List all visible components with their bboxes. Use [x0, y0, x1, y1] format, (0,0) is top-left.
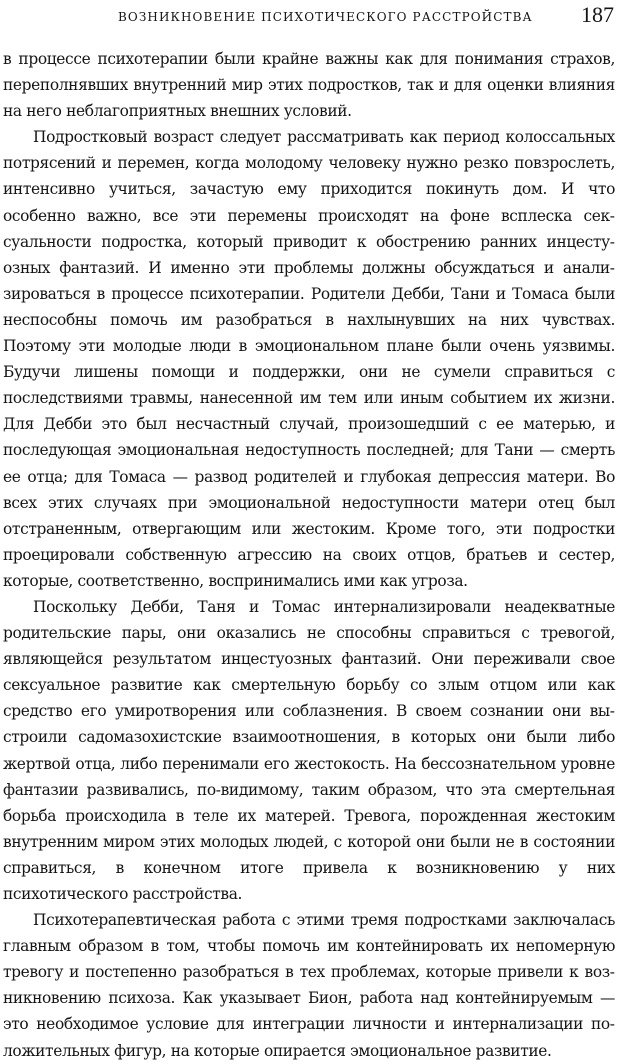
paragraph: Подростковый возраст следует рассматривать как период колоссальных потрясений и перемен, когда молодому человеку нужно резко повзрослеть, интенсивно учиться, зачастую ему приходится покинуть дом. И что особенно важно, все эти перемены происходят на фоне всплеска сексуальности подростка, который приводит к обострению ранних инцестуозных фантазий. И именно эти проблемы должны обсуждаться и анализироваться в процессе психотерапии. Родители Дебби, Тани и Томаса были неспособны помочь им разобраться в нахлынувших на них чувствах. Поэтому эти молодые люди в эмоциональном плане были очень уязвимы. Будучи лишены помощи и поддержки, они не сумели справиться с последствиями травмы, нанесенной им тем или иным событием их жизни. Для Дебби это был несчастный случай, произошедший с ее матерью, и последующая эмоциональная недоступность последней; для Тани — смерть ее отца; для Томаса — развод родителей и глубокая депрессия матери. Во всех этих случаях при эмоциональной недоступности матери отец был отстраненным, отвергающим или жестоким. Кроме того, эти подростки проецировали собственную агрессию на своих отцов, братьев и сестер, которые, соответственно, воспринимались ими как угроза.: [3, 128, 615, 590]
running-header: [0, 0, 620, 36]
running-title: ВОЗНИКНОВЕНИЕ ПСИХОТИЧЕСКОГО РАССТРОЙСТВА: [118, 10, 533, 24]
paragraph: Психотерапевтическая работа с этими тремя подростками заключалась главным образом в том, чтобы помочь им контейнировать их непомерную тревогу и постепенно разобраться в тех проблемах, которые привели к возникновению психоза. Как указывает Бион, работа над контейнируемым — это необходимое условие для интеграции личности и интернализации положительных фигур, на которые опирается эмоциональное развитие.: [3, 911, 615, 1060]
page-number: 187: [581, 2, 614, 27]
paragraph: в процессе психотерапии были крайне важны как для понимания страхов, переполнявших внутренний мир этих подростков, так и для оценки влияния на него неблагоприятных внешних условий.: [3, 50, 615, 121]
paragraph: Поскольку Дебби, Таня и Томас интернализировали неадекватные родительские пары, они оказались не способны справиться с тревогой, являющейся результатом инцестуозных фантазий. Они переживали свое сексуальное развитие как смертельную борьбу со злым отцом или как средство его умиротворения или соблазнения. В своем сознании они выстроили садомазохистские взаимоотношения, в которых они были либо жертвой отца, либо перенимали его жестокость. На бессознательном уровне фантазии развивались, по-видимому, таким образом, что эта смертельная борьба происходила в теле их матерей. Тревога, порожденная жестоким внутренним миром этих молодых людей, с которой они были не в состоянии справиться, в конечном итоге привела к возникновению у них психотического расстройства.: [3, 597, 615, 903]
body-text: [3, 46, 615, 1064]
